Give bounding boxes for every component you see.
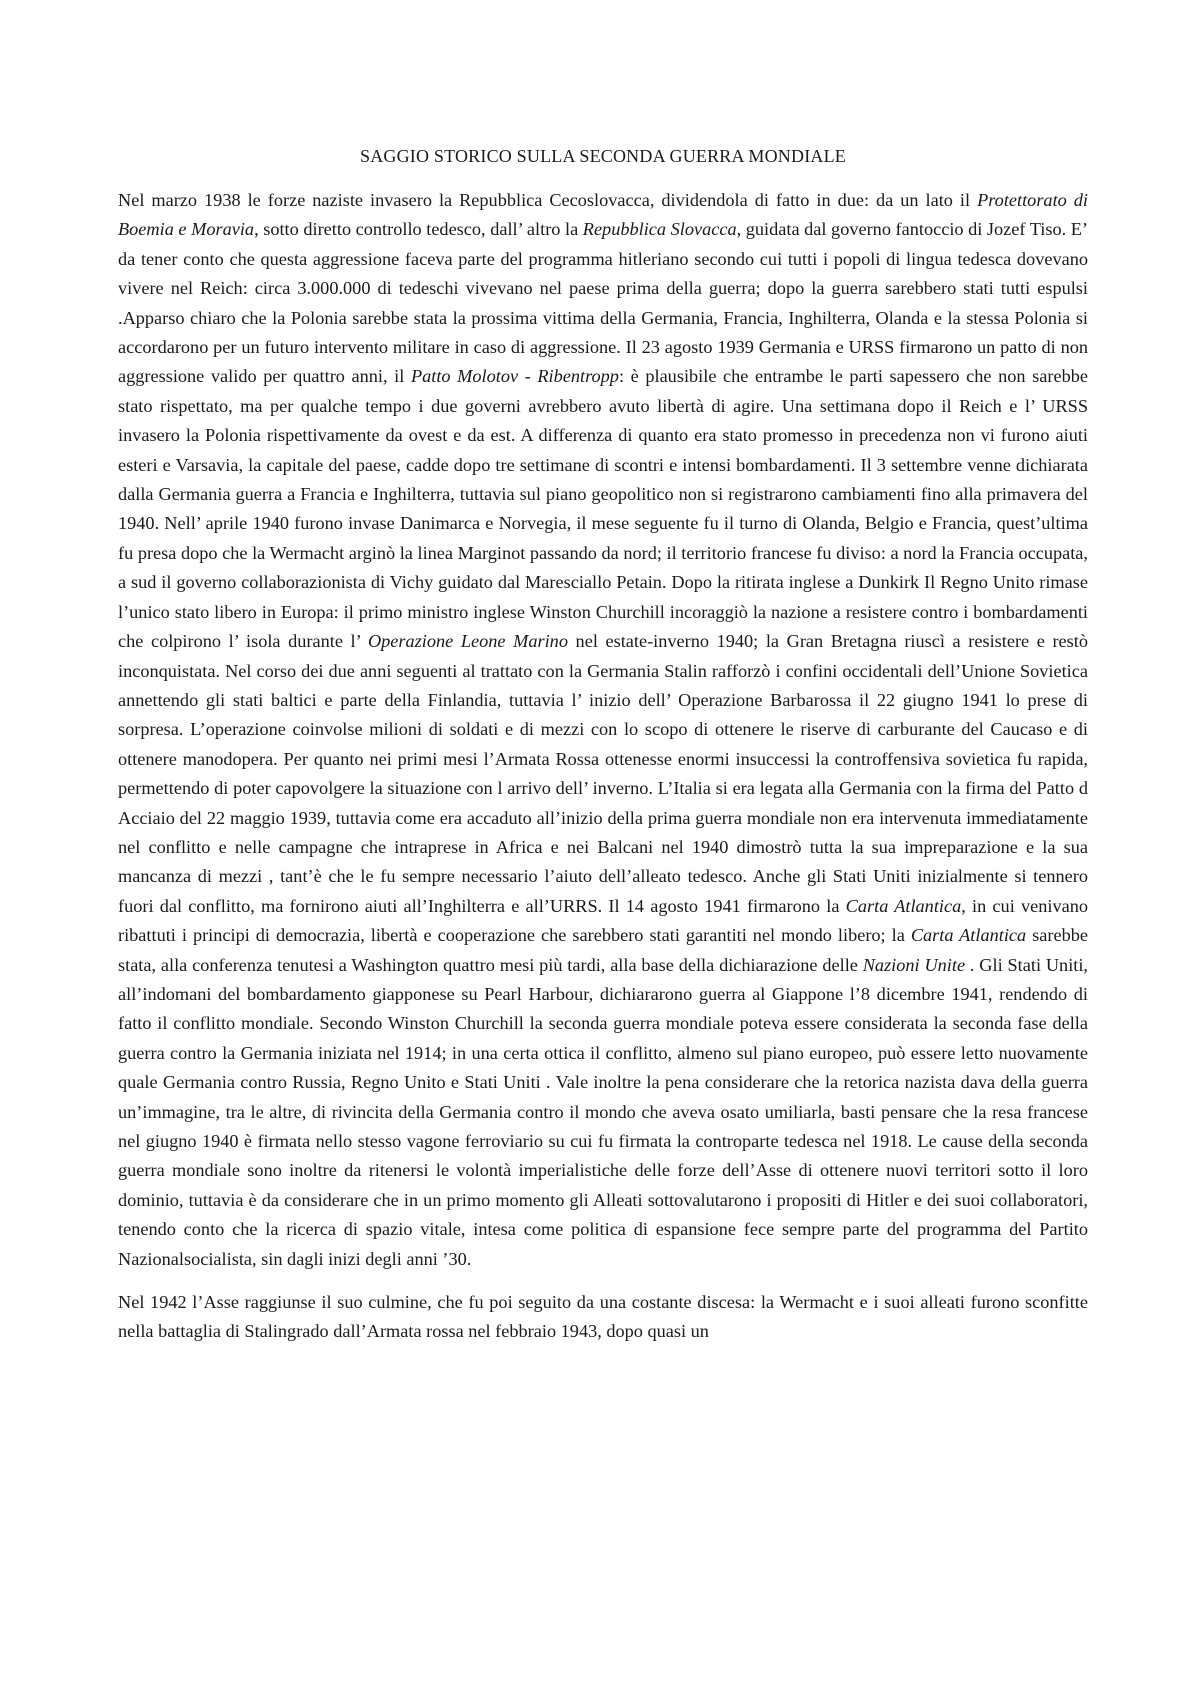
italic-term: Nazioni Unite (862, 954, 966, 975)
body-paragraph: Nel marzo 1938 le forze naziste invasero la Repubblica Cecoslovacca, dividendola di fatto in due: da un lato il Protettorato di Boemia e Moravia, sotto diretto controllo tedesco, dall’ altro la Repubblica Slovacca, guidata dal governo fantoccio di Jozef Tiso. E’ da tener conto che questa aggressione faceva parte del programma hitleriano secondo cui tutti i popoli di lingua tedesca dovevano vivere nel Reich: circa 3.000.000 di tedeschi vivevano nel paese prima della guerra; dopo la guerra sarebbero stati tutti espulsi .Apparso chiaro che la Polonia sarebbe stata la prossima vittima della Germania, Francia, Inghilterra, Olanda e la stessa Polonia si accordarono per un futuro intervento militare in caso di aggressione. Il 23 agosto 1939 Germania e URSS firmarono un patto di non aggressione valido per quattro anni, il Patto Molotov - Ribentropp: è plausibile che entrambe le parti sapessero che non sarebbe stato rispettato, ma per qualche tempo i due governi avrebbero avuto libertà di agire. Una settimana dopo il Reich e l’ URSS invasero la Polonia rispettivamente da ovest e da est. A differenza di quanto era stato promesso in precedenza non vi furono aiuti esteri e Varsavia, la capitale del paese, cadde dopo tre settimane di scontri e intensi bombardamenti. Il 3 settembre venne dichiarata dalla Germania guerra a Francia e Inghilterra, tuttavia sul piano geopolitico non si registrarono cambiamenti fino alla primavera del 1940. Nell’ aprile 1940 furono invase Danimarca e Norvegia, il mese seguente fu il turno di Olanda, Belgio e Francia, quest’ultima fu presa dopo che la Wermacht arginò la linea Marginot passando da nord; il territorio francese fu diviso: a nord la Francia occupata, a sud il governo collaborazionista di Vichy guidato dal Maresciallo Petain. Dopo la ritirata inglese a Dunkirk Il Regno Unito rimase l’unico stato libero in Europa: il primo ministro inglese Winston Churchill incoraggiò la nazione a resistere contro i bombardamenti che colpirono l’ isola durante l’ Operazione Leone Marino nel estate-inverno 1940; la Gran Bretagna riuscì a resistere e restò inconquistata. Nel corso dei due anni seguenti al trattato con la Germania Stalin rafforzò i confini occidentali dell’Unione Sovietica annettendo gli stati baltici e parte della Finlandia, tuttavia l’ inizio dell’ Operazione Barbarossa il 22 giugno 1941 lo prese di sorpresa. L’operazione coinvolse milioni di soldati e di mezzi con lo scopo di ottenere le riserve di carburante del Caucaso e di ottenere manodopera. Per quanto nei primi mesi l’Armata Rossa ottenesse enormi insuccessi la controffensiva sovietica fu rapida, permettendo di poter capovolgere la situazione con l arrivo dell’ inverno. L’Italia si era legata alla Germania con la firma del Patto d Acciaio del 22 maggio 1939, tuttavia come era accaduto all’inizio della prima guerra mondiale non era intervenuta immediatamente nel conflitto e nelle campagne che intraprese in Africa e nei Balcani nel 1940 dimostrò tutta la sua impreparazione e la sua mancanza di mezzi , tant’è che le fu sempre necessario l’aiuto dell’alleato tedesco. Anche gli Stati Uniti inizialmente si tennero fuori dal conflitto, ma fornirono aiuti all’Inghilterra e all’URRS. Il 14 agosto 1941 firmarono la Carta Atlantica, in cui venivano ribattuti i principi di democrazia, libertà e cooperazione che sarebbero stati garantiti nel mondo libero; la Carta Atlantica sarebbe stata, alla conferenza tenutesi a Washington quattro mesi più tardi, alla base della dichiarazione delle Nazioni Unite . Gli Stati Uniti, all’indomani del bombardamento giapponese su Pearl Harbour, dichiararono guerra al Giappone l’8 dicembre 1941, rendendo di fatto il conflitto mondiale. Secondo Winston Churchill la seconda guerra mondiale poteva essere considerata la seconda fase della guerra contro la Germania iniziata nel 1914; in una certa ottica il conflitto, almeno sul piano europeo, può essere letto nuovamente quale Germania contro Russia, Regno Unito e Stati Uniti . Vale inoltre la pena considerare che la retorica nazista dava della guerra un’immagine, tra le altre, di rivincita della Germania contro il mondo che aveva osato umiliarla, basti pensare che la resa francese nel giugno 1940 è firmata nello stesso vagone ferroviario su cui fu firmata la controparte tedesca nel 1918. Le cause della seconda guerra mondiale sono inoltre da ritenersi le volontà imperialistiche delle forze dell’Asse di ottenere nuovi territori sotto il loro dominio, tuttavia è da considerare che in un primo momento gli Alleati sottovalutarono i propositi di Hitler e dei suoi collaboratori, tenendo conto che la ricerca di spazio vitale, intesa come politica di espansione fece sempre parte del programma del Partito Nazionalsocialista, sin dagli inizi degli anni ’30. (118, 190, 1089, 1269)
document-title: SAGGIO STORICO SULLA SECONDA GUERRA MONDIALE (359, 146, 846, 166)
italic-term: Operazione Leone Marino (367, 631, 568, 652)
document-page (118, 142, 1088, 1347)
italic-term: Carta Atlantica (910, 925, 1027, 946)
italic-term: Repubblica Slovacca (582, 219, 737, 240)
italic-term: Protettorato di Boemia e Moravia (118, 190, 1088, 240)
italic-term: Patto Molotov - Ribentropp (410, 366, 619, 387)
italic-term: Carta Atlantica (845, 895, 962, 916)
body-paragraph: Nel 1942 l’Asse raggiunse il suo culmine, che fu poi seguito da una costante discesa: la Wermacht e i suoi alleati furono sconfitte nella battaglia di Stalingrado dall’Armata rossa nel febbraio 1943, dopo quasi un (118, 1292, 1088, 1342)
